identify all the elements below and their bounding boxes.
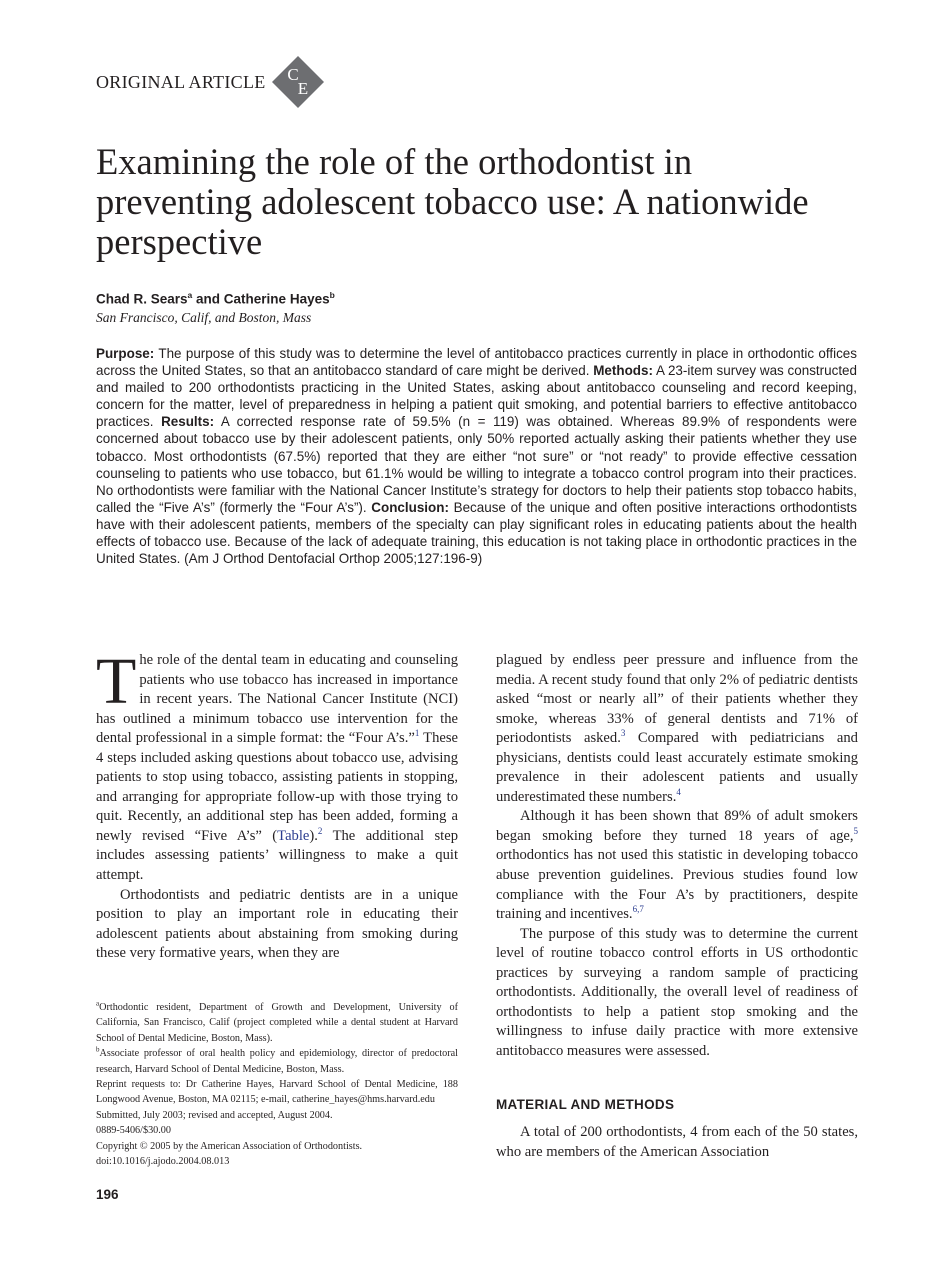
abstract-text: The purpose of this study was to determine the level of antitobacco practices currently in place in orthodontic offices across the United States, so that an antitobacco standard of care might be derived.	[96, 346, 857, 379]
footnotes	[96, 1000, 458, 1169]
logo-letter-e: E	[297, 79, 308, 98]
footnote-marker: b	[96, 1045, 100, 1054]
footnote-text: Orthodontic resident, Department of Growth and Development, University of California, San Francisco, Calif (project completed while a dental student at Harvard School of Dental Medicine, Boston, Mass).	[96, 1002, 458, 1044]
abstract-text: A 23-item survey was constructed and mailed to 200 orthodontists practicing in the United States, asking about antitobacco counseling and record keeping, concern for the matter, level of preparedness in helping a patient quit smoking, and potential barriers to effective antitobacco practices.	[96, 363, 858, 430]
citation-ref[interactable]: 3	[620, 728, 626, 739]
body-column-left	[96, 645, 458, 964]
table-link[interactable]: Table	[277, 827, 310, 844]
paragraph-text: he role of the dental team in educating and counseling patients who use tobacco has increased in importance in recent years. The National Cancer Institute (NCI) has outlined a minimum tobacco use intervention for the dental professional in a simple format: the “Four A’s.”	[96, 652, 458, 747]
footnote-marker: a	[96, 999, 100, 1008]
abstract	[96, 345, 857, 567]
issn: 0889-5406/$30.00	[96, 1125, 171, 1137]
paragraph-text: ).	[309, 827, 318, 844]
citation-ref[interactable]: 5	[853, 826, 858, 837]
article-header	[96, 56, 324, 108]
paragraph-text: plagued by endless peer pressure and influence from the media. A recent study found that only 2% of pediatric dentists asked “most or nearly all” of their patients whether they smoke, whereas 33% of general dentists and 71% of periodontists asked.	[496, 652, 858, 747]
footnote	[96, 1000, 458, 1046]
logo-letter-c: C	[286, 65, 299, 84]
section-label: ORIGINAL ARTICLE	[96, 71, 266, 92]
body-paragraph	[496, 807, 858, 924]
footnote	[96, 1046, 458, 1077]
abstract-label: Conclusion:	[371, 499, 449, 515]
continuing-education-logo-icon	[272, 56, 324, 108]
drop-cap: T	[96, 645, 137, 718]
body-column-right	[496, 651, 858, 1162]
author-affiliation-marker: b	[329, 290, 335, 300]
doi[interactable]: doi:10.1016/j.ajodo.2004.08.013	[96, 1156, 230, 1168]
paragraph-text: The additional step includes assessing patients’ willingness to make a quit attempt.	[96, 827, 458, 884]
abstract-label: Results:	[161, 414, 215, 430]
author-name: Catherine Hayes	[223, 291, 330, 307]
reprint-requests: Reprint requests to: Dr Catherine Hayes, Harvard School of Dental Medicine, 188 Longwood Avenue, Boston, MA 02115; e-mail, catherine_hayes@hms.harvard.edu	[96, 1079, 458, 1106]
author-line	[96, 290, 335, 307]
article-title: Examining the role of the orthodontist in preventing adolescent tobacco use: A nationwide perspective	[96, 141, 809, 263]
copyright: Copyright © 2005 by the American Association of Orthodontists.	[96, 1140, 363, 1152]
abstract-text: A corrected response rate of 59.5% (n = 119) was obtained. Whereas 89.9% of respondents were concerned about tobacco use by their adolescent patients, only 50% reported actually asking their patients whether they use tobacco. Most orthodontists (67.5%) reported that they are either “not sure” or “not ready” to provide effective cessation counseling to patients who use tobacco, but 61.1% would be willing to integrate a tobacco control program into their practices. No orthodontists were familiar with the National Cancer Institute’s strategy for doctors to help their patients stop tobacco habits, called the “Five A’s” (formerly the “Four A’s”).	[96, 414, 857, 515]
paragraph-text: Although it has been shown that 89% of adult smokers began smoking before they turned 18 years of age,	[496, 808, 858, 844]
paragraph-text: orthodontics has not used this statistic in developing tobacco abuse prevention guidelines. Previous studies found low compliance with the Four A’s by practitioners, despite training and incentives.	[496, 847, 858, 923]
citation-ref[interactable]: 4	[676, 786, 681, 797]
citation-ref[interactable]: 1	[414, 728, 420, 739]
abstract-text: Because of the unique and often positive interactions orthodontists have with their adolescent patients, members of the specialty can play significant roles in educating patients about the health effects of tobacco use. Because of the lack of adequate training, this education is not taking place in orthodontic practices in the United States. (Am J Orthod Dentofacial Orthop 2005;127:196-9)	[96, 499, 857, 567]
body-paragraph	[496, 651, 858, 807]
abstract-label: Methods:	[593, 363, 653, 379]
affiliation: San Francisco, Calif, and Boston, Mass	[96, 310, 312, 325]
citation-ref[interactable]: 6,7	[632, 904, 644, 915]
author-name: Chad R. Sears	[96, 291, 188, 307]
footnote-text: Associate professor of oral health policy and epidemiology, director of predoctoral research, Harvard School of Dental Medicine, Boston, Mass.	[96, 1048, 458, 1075]
author-separator: and	[192, 291, 224, 307]
paragraph-text: Compared with pediatricians and physicians, dentists could least accurately estimate smoking prevalence in their adolescent patients and usually underestimated these numbers.	[496, 730, 858, 805]
body-paragraph: The purpose of this study was to determine the current level of routine tobacco control efforts in US orthodontic practices by surveying a random sample of practicing orthodontists. Additionally, the overall level of readiness of orthodontists to help a patient stop smoking and the willingness to infuse daily practice with more extensive antitobacco measures were assessed.	[496, 925, 858, 1059]
citation-ref[interactable]: 2	[317, 826, 323, 837]
abstract-label: Purpose:	[96, 346, 155, 361]
page-number: 196	[96, 1187, 119, 1202]
paragraph-text: These 4 steps included asking questions about tobacco use, advising patients to stop using tobacco, assisting patients in stopping, and arranging for appropriate follow-up with those trying to quit. Recently, an additional step has been added, forming a newly revised “Five A’s” (	[96, 730, 458, 844]
author-affiliation-marker: a	[187, 290, 193, 300]
body-paragraph: Orthodontists and pediatric dentists are in a unique position to play an important role in educating their adolescent patients about abstaining from smoking during these very formative years, when they are	[96, 886, 458, 962]
body-paragraph	[96, 645, 458, 886]
section-heading: MATERIAL AND METHODS	[496, 1097, 675, 1113]
submission-dates: Submitted, July 2003; revised and accepted, August 2004.	[96, 1109, 333, 1121]
body-paragraph: A total of 200 orthodontists, 4 from each of the 50 states, who are members of the American Association	[496, 1124, 858, 1160]
